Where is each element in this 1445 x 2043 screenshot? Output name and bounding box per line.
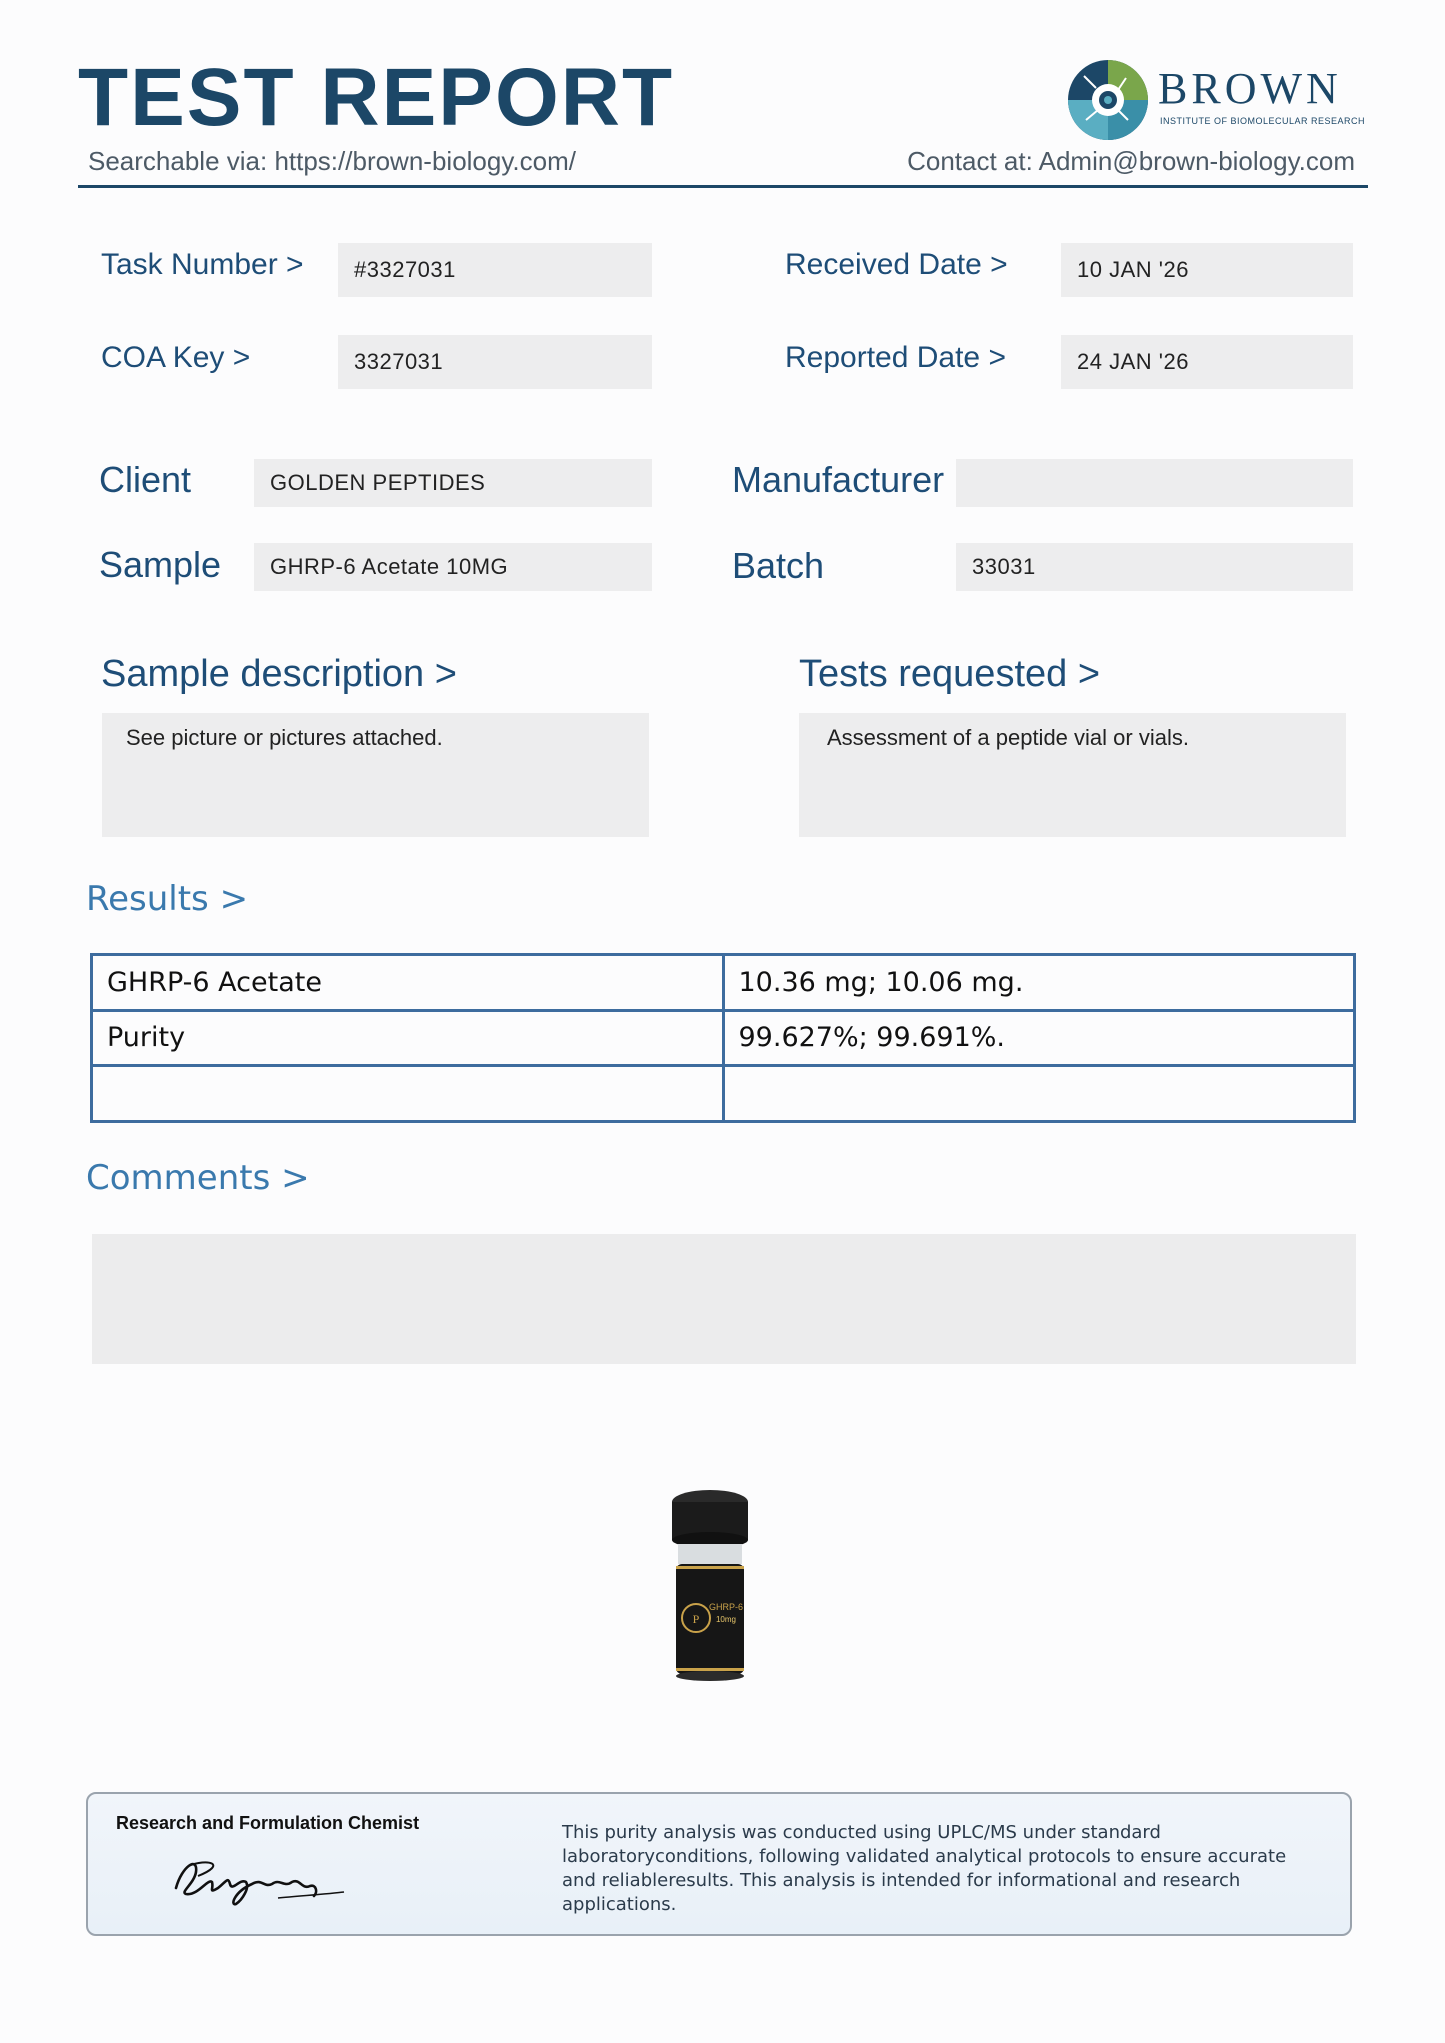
comments-heading: Comments > [86,1158,310,1198]
coa-key-label: COA Key > [101,341,251,374]
table-row [92,955,1355,1011]
vial-label-name: GHRP-6 [708,1602,744,1612]
batch-field: 33031 [956,543,1353,591]
comments-box [92,1234,1356,1364]
batch-label: Batch [732,545,825,586]
manufacturer-label: Manufacturer [732,459,945,500]
result-label: Purity [92,1010,724,1066]
result-value: 10.36 mg; 10.06 mg. [723,955,1355,1011]
sample-label: Sample [99,544,222,585]
client-label: Client [99,459,192,500]
reported-date-label: Reported Date > [785,341,1006,374]
results-table [90,953,1356,1123]
coa-key-field: 3327031 [338,335,652,389]
tests-requested-heading: Tests requested > [799,653,1101,695]
client-field: GOLDEN PEPTIDES [254,459,652,507]
received-date-label: Received Date > [785,248,1008,281]
tests-requested-box: Assessment of a peptide vial or vials. [799,713,1346,837]
logo-subtitle: INSTITUTE OF BIOMOLECULAR RESEARCH [1160,116,1366,126]
chemist-title: Research and Formulation Chemist [116,1813,420,1833]
reported-date-field: 24 JAN '26 [1061,335,1353,389]
chemist-signature [168,1848,348,1910]
table-row [92,1010,1355,1066]
report-title: TEST REPORT [78,52,675,143]
result-label: GHRP-6 Acetate [92,955,724,1011]
results-heading: Results > [86,879,249,919]
result-label [92,1066,724,1122]
footer-disclaimer: This purity analysis was conducted using UPLC/MS under standard laboratoryconditions, following validated analytical protocols to ensure accurate and reliableresults. This analysis is intended for informational and research applications. [562,1822,1287,1915]
searchable-url[interactable]: Searchable via: https://brown-biology.com/ [88,146,576,176]
task-number-field: #3327031 [338,243,652,297]
task-number-label: Task Number > [101,248,304,281]
result-value [723,1066,1355,1122]
sample-description-box: See picture or pictures attached. [102,713,649,837]
brown-logo-icon [1066,58,1150,142]
table-row [92,1066,1355,1122]
contact-email[interactable]: Contact at: Admin@brown-biology.com [907,146,1355,176]
header-divider [78,185,1368,188]
peptide-vial-image [660,1488,760,1688]
sample-field: GHRP-6 Acetate 10MG [254,543,652,591]
result-value: 99.627%; 99.691%. [723,1010,1355,1066]
manufacturer-field [956,459,1353,507]
received-date-field: 10 JAN '26 [1061,243,1353,297]
svg-text:P: P [692,1612,700,1626]
vial-label-dose: 10mg [715,1615,737,1624]
logo-name: BROWN [1158,64,1342,113]
sample-description-heading: Sample description > [101,653,457,695]
